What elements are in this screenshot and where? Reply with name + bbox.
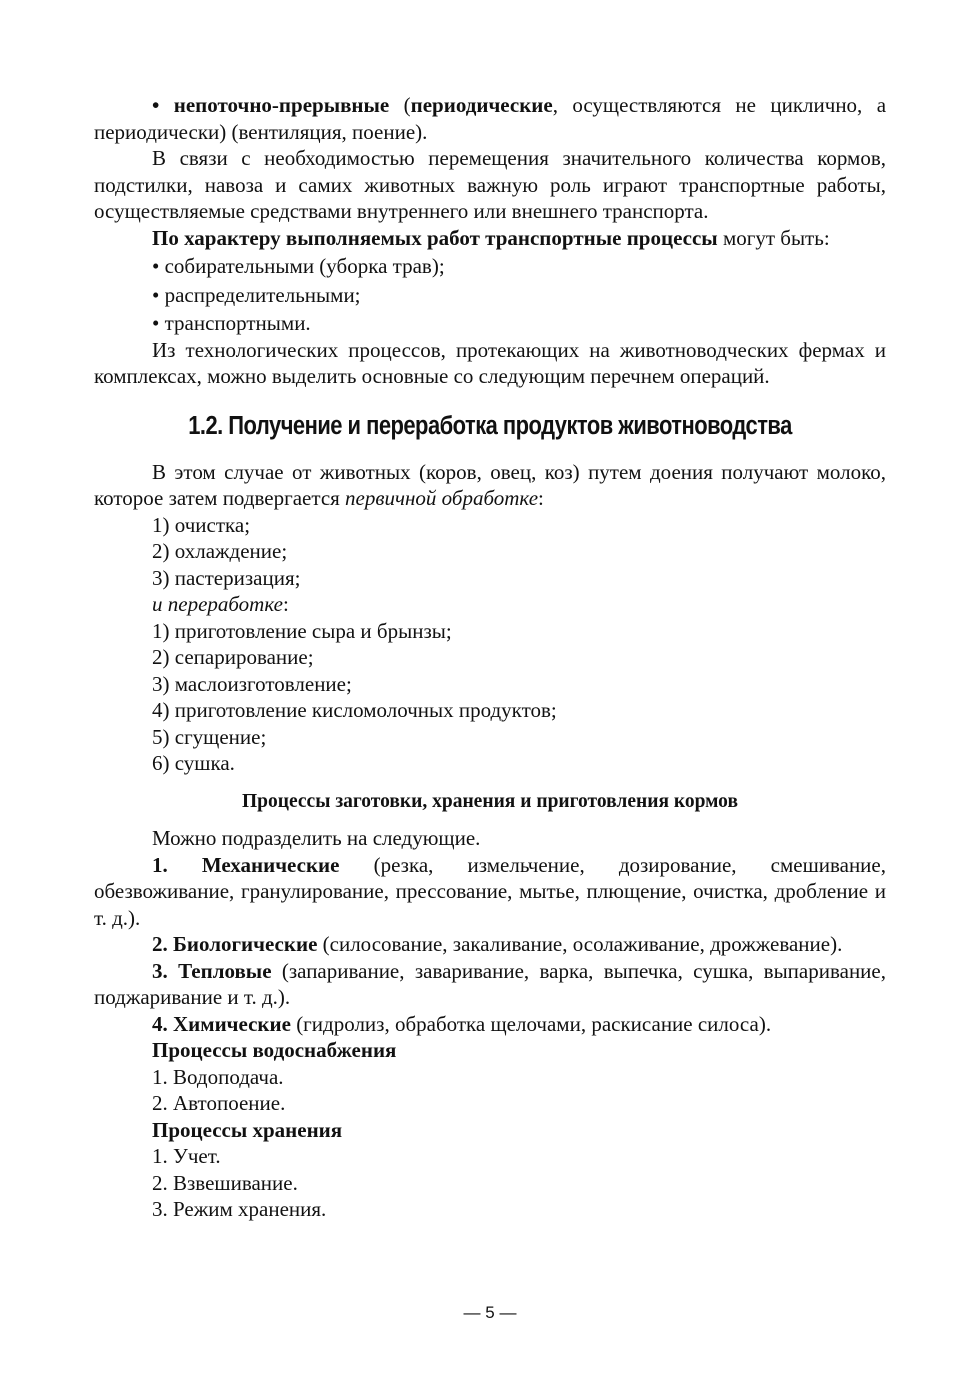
transport-character-paragraph: По характеру выполняемых работ транспортные процессы могут быть: [152,225,830,250]
list-item: 1) приготовление сыра и брынзы; [152,618,452,643]
list-item: 3) маслоизготовление; [152,671,352,696]
list-item: • распределительными; [152,282,361,307]
list-item: 5) сгущение; [152,724,267,749]
list-item: 4) приготовление кисломолочных продуктов; [152,698,557,722]
feed-item: 1. Механические (резка, измельчение, дозирование, смешивание, обезвоживание, гранулирование, прессование, мытье, плющение, очистка, дробление и т. д.). [94,852,886,930]
list-item: • транспортными. [152,311,311,335]
list-item: 2. Взвешивание. [152,1170,298,1195]
list-item: 1. Водоподача. [152,1064,284,1089]
list-item: 3. Режим хранения. [152,1197,327,1221]
milk-lead-paragraph: В этом случае от животных (коров, овец, коз) путем доения получают молоко, которое затем подвергается первичной обработке: [94,459,886,510]
storage-heading: Процессы хранения [152,1117,343,1142]
operations-paragraph: Из технологических процессов, протекающих на животноводческих фермах и комплексах, можно выделить основные со следующим перечнем операций. [94,337,886,388]
interval-process-paragraph: • непоточно-прерывные (периодические, осуществляются не циклично, а периодически) (вентиляция, поение). [94,93,887,144]
transport-paragraph: В связи с необходимостью перемещения значительного количества кормов, подстилки, навоза и самих животных важную роль играют транспортные работы, осуществляемые средствами внутреннего или внешнего транспорта. [94,146,886,223]
feed-heading: Процессы заготовки, хранения и приготовления кормов [242,790,738,812]
page-number: — 5 — [463,1303,517,1322]
list-item: 6) сушка. [152,751,235,775]
list-item: 1. Учет. [152,1144,221,1168]
section-heading: 1.2. Получение и переработка продуктов животноводства [188,411,792,440]
feed-item: 3. Тепловые (запаривание, заваривание, варка, выпечка, сушка, выпаривание, поджаривание и т. д.). [94,958,886,1009]
feed-item: 4. Химические (гидролиз, обработка щелочами, раскисание силоса). [152,1011,772,1036]
list-item: 2) сепарирование; [152,645,314,669]
list-item: 3) пастеризация; [152,565,301,590]
list-item: • собирательными (уборка трав); [152,254,445,278]
list-item: 2. Автопоение. [152,1091,286,1115]
list-item: 1) очистка; [152,512,251,537]
feed-intro: Можно подразделить на следующие. [152,826,481,850]
processing-label: и переработке: [152,592,289,616]
list-item: 2) охлаждение; [152,539,288,563]
feed-item: 2. Биологические (силосование, закаливание, осолаживание, дрожжевание). [152,932,843,956]
water-heading: Процессы водоснабжения [152,1038,397,1062]
page-content [94,92,886,1223]
